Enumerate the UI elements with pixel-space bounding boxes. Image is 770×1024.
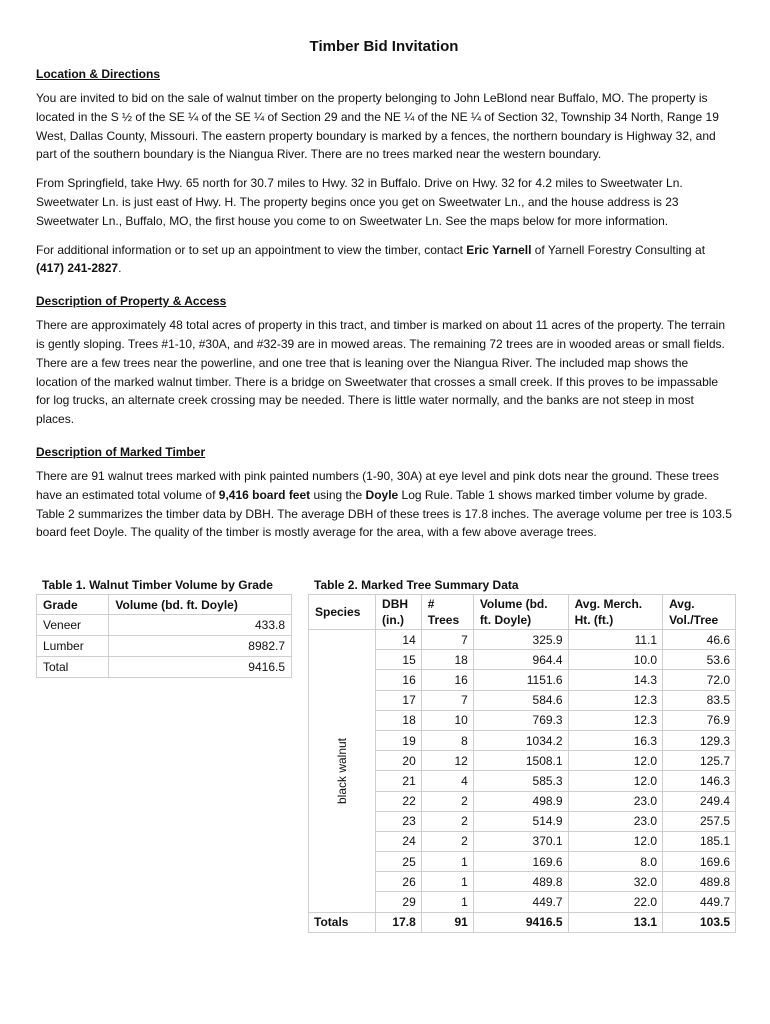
contact-name: Eric Yarnell xyxy=(466,242,532,257)
table-row xyxy=(37,657,292,678)
merch-height-cell: 22.0 xyxy=(568,892,663,912)
avg-volume-cell: 249.4 xyxy=(663,791,736,811)
log-rule: Doyle xyxy=(365,487,399,502)
timber-heading: Description of Marked Timber xyxy=(36,444,206,459)
header-line: Volume (bd. xyxy=(479,597,548,611)
merch-height-cell: 23.0 xyxy=(568,811,663,831)
dbh-cell: 25 xyxy=(376,852,422,872)
contact-text: For additional information or to set up an appointment to view the timber, contact xyxy=(36,242,467,257)
volume-header xyxy=(473,595,568,630)
totals-cell: 103.5 xyxy=(663,912,736,932)
merch-height-cell: 23.0 xyxy=(568,791,663,811)
timber-text-middle: using the xyxy=(310,487,366,502)
avg-volume-cell: 449.7 xyxy=(663,892,736,912)
grade-cell: Total xyxy=(37,657,109,678)
merch-height-cell: 16.3 xyxy=(568,730,663,750)
grade-cell: Veneer xyxy=(37,615,109,636)
dbh-header xyxy=(376,595,422,630)
totals-cell: 9416.5 xyxy=(473,912,568,932)
avg-volume-cell: 169.6 xyxy=(663,852,736,872)
avg-volume-cell: 146.3 xyxy=(663,771,736,791)
totals-cell: 13.1 xyxy=(568,912,663,932)
merch-height-cell: 12.0 xyxy=(568,751,663,771)
trees-cell: 2 xyxy=(421,811,473,831)
trees-cell: 8 xyxy=(421,730,473,750)
property-heading: Description of Property & Access xyxy=(36,294,227,309)
dbh-cell: 22 xyxy=(376,791,422,811)
table-1-header-volume: Volume (bd. ft. Doyle) xyxy=(109,595,292,615)
directions-paragraph: From Springfield, take Hwy. 65 north for 30.7 miles to Hwy. 32 in Buffalo. Drive on Hwy. 32 for 4.2 miles to Sweetwater Ln. Sweetwater Ln. is just east of Hwy. H. The property begins once you get on Sweetwater Ln., and the house address is 23 Sweetwater Ln., Buffalo, MO, the first house you come to on Sweetwater Ln. See the maps below for more information. xyxy=(36,176,683,228)
tree-summary-table xyxy=(308,594,736,933)
table-2-caption: Table 2. Marked Tree Summary Data xyxy=(314,578,519,592)
volume-cell: 489.8 xyxy=(473,872,568,892)
dbh-cell: 19 xyxy=(376,730,422,750)
trees-cell: 4 xyxy=(421,771,473,791)
avg-volume-cell: 46.6 xyxy=(663,630,736,650)
dbh-cell: 15 xyxy=(376,650,422,670)
merch-height-header xyxy=(568,595,663,630)
trees-cell: 1 xyxy=(421,872,473,892)
species-cell xyxy=(309,630,376,913)
header-line: Avg. Merch. xyxy=(574,597,643,611)
avg-volume-cell: 489.8 xyxy=(663,872,736,892)
trees-cell: 18 xyxy=(421,650,473,670)
totals-label: Totals xyxy=(309,912,376,932)
trees-cell: 7 xyxy=(421,630,473,650)
property-paragraph: There are approximately 48 total acres of property in this tract, and timber is marked on about 11 acres of the property. The terrain is gently sloping. Trees #1-10, #30A, and #32-39 are in mowed areas. The remaining 72 trees are in wooded areas or small fields. There are a few trees near the powerline, and one tree that is leaning over the Niangua River. The included map shows the location of the marked walnut timber. There is a bridge on Sweetwater that crosses a small creek. If this proves to be impassable for log trucks, an alternate creek crossing may be needed. There is little water normally, and the banks are not steep in most places. xyxy=(36,318,726,427)
dbh-cell: 16 xyxy=(376,670,422,690)
table-row xyxy=(309,630,736,650)
species-header xyxy=(309,595,376,630)
timber-volume: 9,416 board feet xyxy=(218,487,311,502)
volume-cell: 325.9 xyxy=(473,630,568,650)
trees-cell: 10 xyxy=(421,710,473,730)
merch-height-cell: 14.3 xyxy=(568,670,663,690)
trees-cell: 2 xyxy=(421,831,473,851)
avg-volume-cell: 53.6 xyxy=(663,650,736,670)
avg-volume-cell: 129.3 xyxy=(663,730,736,750)
avg-volume-header xyxy=(663,595,736,630)
avg-volume-cell: 185.1 xyxy=(663,831,736,851)
totals-cell: 17.8 xyxy=(376,912,422,932)
species-label: black walnut xyxy=(335,737,350,804)
dbh-cell: 29 xyxy=(376,892,422,912)
totals-cell: 91 xyxy=(421,912,473,932)
timber-text: There are 91 walnut trees marked with pink painted numbers (1-90, 30A) at eye level and pink dots near the ground. These trees have an estimated total volume of xyxy=(36,468,719,502)
volume-cell: 449.7 xyxy=(473,892,568,912)
header-line: Species xyxy=(315,605,361,619)
dbh-cell: 20 xyxy=(376,751,422,771)
dbh-cell: 14 xyxy=(376,630,422,650)
dbh-cell: 23 xyxy=(376,811,422,831)
table-2 xyxy=(308,578,736,933)
grade-cell: Lumber xyxy=(37,636,109,657)
volume-cell: 1151.6 xyxy=(473,670,568,690)
table-1-header-grade: Grade xyxy=(37,595,109,615)
contact-text-middle: of Yarnell Forestry Consulting at xyxy=(531,242,706,257)
merch-height-cell: 10.0 xyxy=(568,650,663,670)
merch-height-cell: 12.3 xyxy=(568,710,663,730)
avg-volume-cell: 125.7 xyxy=(663,751,736,771)
grade-volume-table xyxy=(36,594,292,678)
table-1-caption: Table 1. Walnut Timber Volume by Grade xyxy=(42,578,273,592)
merch-height-cell: 12.0 xyxy=(568,831,663,851)
location-paragraph-1: You are invited to bid on the sale of walnut timber on the property belonging to John LeBlond near Buffalo, MO. The property is located in the S ½ of the SE ¼ of the SE ¼ of Section 29 and the NE ¼ of the NE ¼ of Section 32, Township 34 North, Range 19 West, Dallas County, Missouri. The eastern property boundary is marked by a fences, the northern boundary is Highway 32, and part of the southern boundary is the Niangua River. There are no trees marked near the western boundary. xyxy=(36,91,719,162)
contact-text-end: . xyxy=(118,261,122,276)
header-line: Trees xyxy=(427,613,460,627)
trees-cell: 12 xyxy=(421,751,473,771)
dbh-cell: 21 xyxy=(376,771,422,791)
table-1 xyxy=(36,578,292,678)
merch-height-cell: 12.3 xyxy=(568,690,663,710)
avg-volume-cell: 83.5 xyxy=(663,690,736,710)
contact-phone: (417) 241-2827 xyxy=(36,261,119,276)
table-row xyxy=(37,636,292,657)
header-line: # xyxy=(427,597,435,611)
merch-height-cell: 11.1 xyxy=(568,630,663,650)
volume-cell: 1034.2 xyxy=(473,730,568,750)
header-line: Avg. xyxy=(669,597,695,611)
header-line: Vol./Tree xyxy=(669,613,719,627)
header-line: (in.) xyxy=(382,613,405,627)
avg-volume-cell: 76.9 xyxy=(663,710,736,730)
volume-cell: 584.6 xyxy=(473,690,568,710)
volume-cell: 9416.5 xyxy=(109,657,292,678)
volume-cell: 433.8 xyxy=(109,615,292,636)
volume-cell: 769.3 xyxy=(473,710,568,730)
volume-cell: 585.3 xyxy=(473,771,568,791)
merch-height-cell: 8.0 xyxy=(568,852,663,872)
volume-cell: 8982.7 xyxy=(109,636,292,657)
merch-height-cell: 32.0 xyxy=(568,872,663,892)
document-page xyxy=(36,38,732,552)
dbh-cell: 26 xyxy=(376,872,422,892)
header-line: Ht. (ft.) xyxy=(574,613,614,627)
merch-height-cell: 12.0 xyxy=(568,771,663,791)
table-row xyxy=(37,615,292,636)
header-line: ft. Doyle) xyxy=(479,613,532,627)
volume-cell: 964.4 xyxy=(473,650,568,670)
avg-volume-cell: 257.5 xyxy=(663,811,736,831)
dbh-cell: 24 xyxy=(376,831,422,851)
trees-cell: 1 xyxy=(421,852,473,872)
trees-cell: 1 xyxy=(421,892,473,912)
volume-cell: 498.9 xyxy=(473,791,568,811)
trees-cell: 2 xyxy=(421,791,473,811)
trees-header xyxy=(421,595,473,630)
volume-cell: 514.9 xyxy=(473,811,568,831)
avg-volume-cell: 72.0 xyxy=(663,670,736,690)
tables-area xyxy=(36,578,736,978)
header-line: DBH xyxy=(382,597,409,611)
trees-cell: 7 xyxy=(421,690,473,710)
volume-cell: 169.6 xyxy=(473,852,568,872)
trees-cell: 16 xyxy=(421,670,473,690)
contact-paragraph xyxy=(36,241,732,279)
timber-paragraph xyxy=(36,467,732,542)
totals-row xyxy=(309,912,736,932)
timber-text-end: Log Rule. Table 1 shows marked timber volume by grade. Table 2 summarizes the timber data by DBH. The average DBH of these trees is 17.8 inches. The average volume per tree is 103.5 board feet Doyle. The quality of the timber is mostly average for the area, with a few above average trees. xyxy=(36,487,732,540)
location-heading: Location & Directions xyxy=(36,67,161,81)
volume-cell: 370.1 xyxy=(473,831,568,851)
dbh-cell: 17 xyxy=(376,690,422,710)
page-title: Timber Bid Invitation xyxy=(309,38,459,55)
volume-cell: 1508.1 xyxy=(473,751,568,771)
dbh-cell: 18 xyxy=(376,710,422,730)
